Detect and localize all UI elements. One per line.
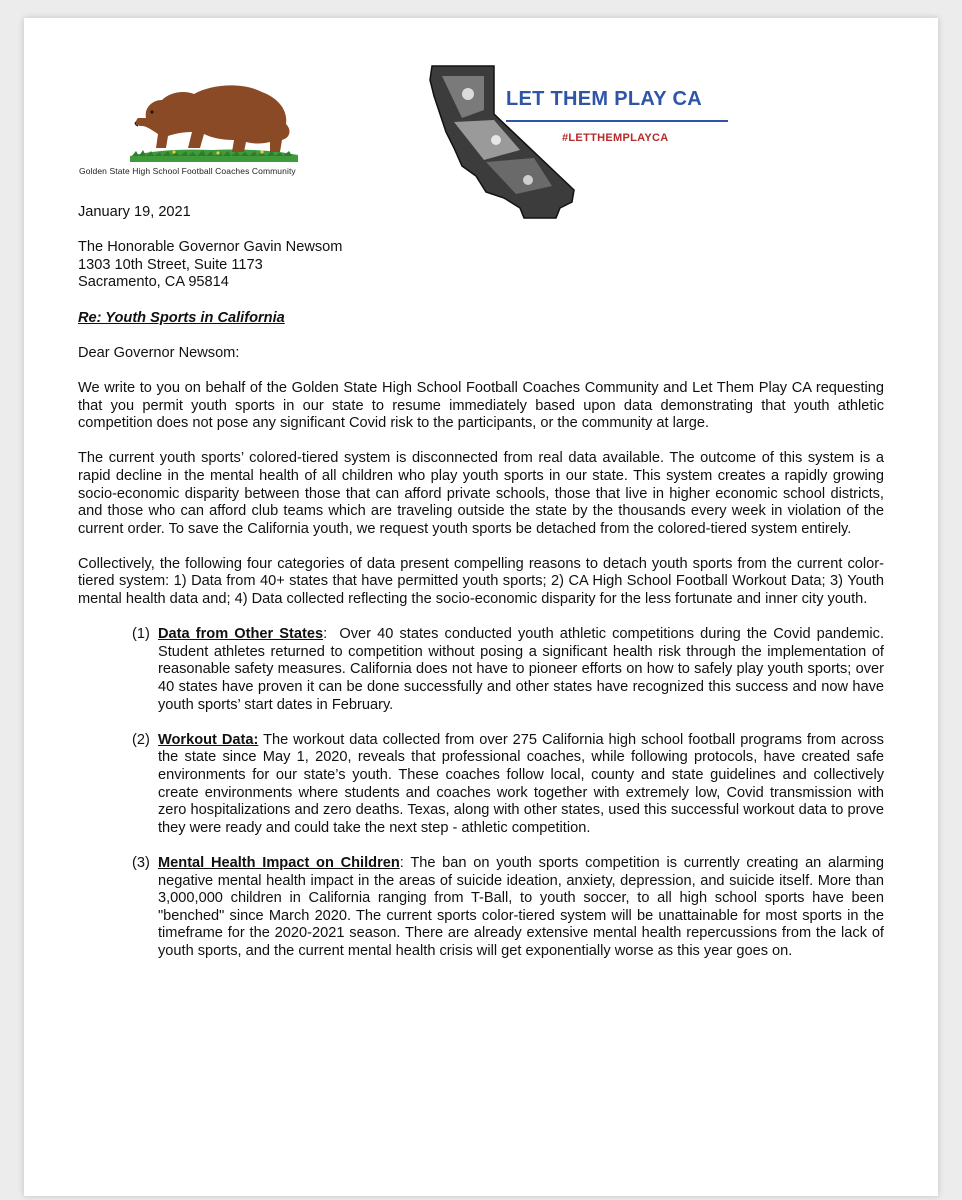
paragraph: Collectively, the following four categories of data present compelling reasons to detach youth sports from the current color-tiered system: 1) Data from 40+ states that have permitted youth sports; 2) CA High School Football Workout Data; 3) Youth mental health data and; 4) Data collected reflecting the socio-economic disparity for the less fortunate and inner city youth. [78, 555, 884, 608]
coaches-community-caption: Golden State High School Football Coaches Community [79, 166, 296, 176]
address-line: The Honorable Governor Gavin Newsom [78, 239, 343, 256]
address-line: Sacramento, CA 95814 [78, 274, 229, 291]
data-categories-list [78, 626, 884, 960]
list-text: The workout data collected from over 275 California high school football programs from across the state since May 1, 2020, reveals that professional coaches, while following protocols, have created safe environments for our state’s youth. These coaches follow local, county and state guidelines and collectively create environments where students and coaches work together with extremely low, Covid transmission with zero hospitalizations and zero deaths. Texas, along with other states, used this successful workout data to prove they were ready and could take the next step - athletic competition. [158, 731, 884, 836]
address-line: 1303 10th Street, Suite 1173 [78, 256, 263, 273]
list-separator: : [323, 626, 340, 643]
recipient-address [78, 239, 884, 292]
list-separator: : [399, 854, 411, 871]
letter-date: January 19, 2021 [78, 204, 191, 220]
list-text: The ban on youth sports competition is currently creating an alarming negative mental health impact in the areas of suicide ideation, anxiety, depression, and suicide itself. More than 3,000,000 children in California ranging from T-Ball, to youth soccer, to all high school sports have been "benched" since March 2020. The current sports color-tiered system will be unattainable for most sports in the timeframe for the 2020-2021 season. There are already extensive mental health repercussions from the lack of youth sports, and the current mental health crisis will get exponentially worse as this year goes on. [158, 854, 884, 959]
california-map-collage [424, 62, 584, 222]
california-bear-logo [122, 78, 302, 162]
campaign-title: LET THEM PLAY CA [506, 88, 702, 110]
letter-body [78, 204, 884, 978]
list-number: (3) [132, 854, 150, 871]
paragraph: We write to you on behalf of the Golden State High School Football Coaches Community and Let Them Play CA requesting that you permit youth sports in our state to resume immediately based upon data demonstrating that youth athletic competition does not pose any significant Covid risk to the participants, or the community at large. [78, 379, 884, 432]
list-heading: Workout Data: [158, 731, 259, 748]
list-heading: Data from Other States [158, 626, 324, 643]
list-heading: Mental Health Impact on Children [158, 854, 400, 871]
list-item [78, 732, 884, 838]
campaign-title-underline [506, 120, 728, 122]
list-text: Over 40 states conducted youth athletic competitions during the Covid pandemic. Student athletes returned to competition without posing a significant health risk through the implementation of reasonable safety measures. California does not have to pioneer efforts on how to safely play youth sports; over 40 states have proven it can be done successfully and other states have recognized this success and now have youth sports’ start dates in February. [158, 626, 884, 713]
subject-line: Re: Youth Sports in California [78, 309, 285, 326]
list-item [78, 626, 884, 714]
letter-page [24, 18, 938, 1196]
salutation: Dear Governor Newsom: [78, 344, 240, 361]
list-number: (1) [132, 626, 150, 643]
paragraph: The current youth sports’ colored-tiered system is disconnected from real data available. The outcome of this system is a rapid decline in the mental health of all children who play youth sports in our state. This system creates a rapidly growing socio-economic disparity between those that can afford private schools, those that live in higher economic school districts, and those who can afford club teams which are traveling outside the state by the thousands every week in violation of the current order. To save the California youth, we request youth sports be detached from the colored-tiered system entirely. [78, 450, 884, 537]
list-number: (2) [132, 731, 150, 748]
list-item [78, 855, 884, 961]
campaign-hashtag: #LETTHEMPLAYCA [562, 132, 669, 144]
